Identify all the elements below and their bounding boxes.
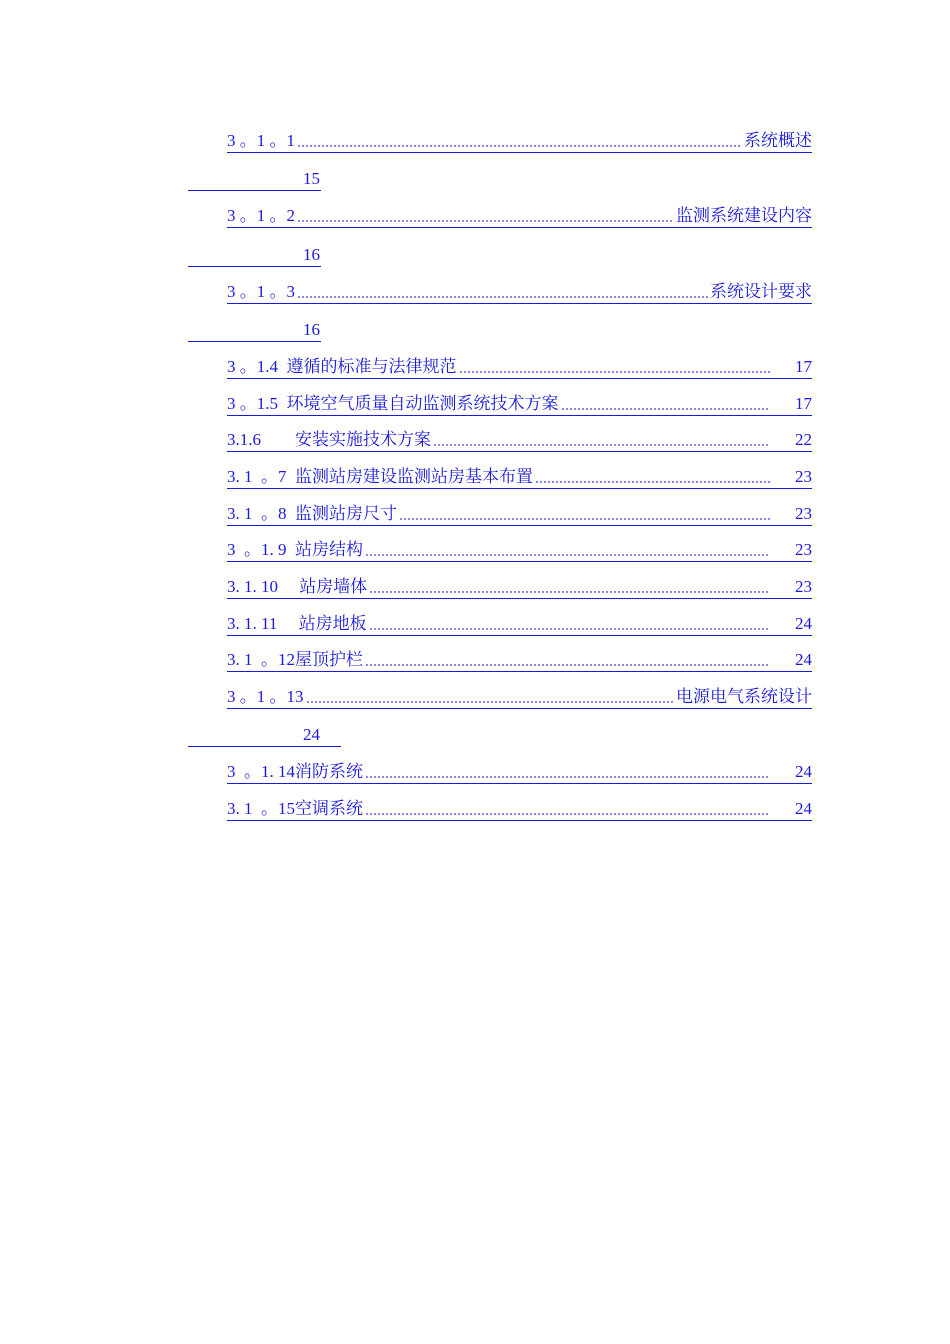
toc-entry-page: 17: [795, 394, 812, 413]
toc-entry-page: 24: [303, 725, 320, 744]
toc-entry-title: 监测站房建设监测站房基本布置: [295, 467, 533, 486]
toc-entry-title: 消防系统: [295, 762, 363, 781]
toc-entry-title: 屋顶护栏: [295, 650, 363, 669]
toc-entry-number: 3 。1 。13: [227, 687, 304, 706]
toc-entry-page: 23: [795, 467, 812, 486]
toc-entry-3-1-10[interactable]: [227, 574, 812, 599]
toc-leader-dots: [297, 295, 708, 299]
toc-entry-title: 电源电气系统设计: [676, 687, 812, 706]
toc-entry-number: 3. 1 。12: [227, 650, 295, 669]
toc-entry-number: 3. 1 。8: [227, 504, 295, 523]
toc-entry-title: 站房结构: [295, 540, 363, 559]
toc-entry-3-1-13-page-line[interactable]: [188, 722, 341, 747]
toc-entry-number: 3. 1 。7: [227, 467, 295, 486]
toc-entry-page: 23: [795, 504, 812, 523]
toc-entry-title: 安装实施技术方案: [295, 430, 431, 449]
toc-leader-dots: [306, 700, 675, 704]
toc-entry-number: 3. 1 。15: [227, 799, 295, 818]
toc-entry-page: 24: [795, 614, 812, 633]
toc-entry-3-1-8[interactable]: [227, 501, 812, 526]
toc-entry-3-1-12[interactable]: [227, 647, 812, 672]
toc-leader-dots: [369, 590, 770, 594]
toc-entry-page: 16: [303, 320, 320, 339]
toc-entry-title: 系统概述: [744, 131, 812, 150]
toc-leader-dots: [365, 663, 770, 667]
toc-leader-dots: [297, 219, 674, 223]
toc-entry-title: 系统设计要求: [710, 282, 812, 301]
toc-entry-title: 监测站房尺寸: [295, 504, 397, 523]
toc-leader-dots: [459, 370, 771, 374]
toc-entry-page: 16: [303, 245, 320, 264]
toc-entry-page: 24: [795, 762, 812, 781]
toc-entry-number: 3 。1 。2: [227, 206, 295, 225]
toc-entry-number: 3 。1 。3: [227, 282, 295, 301]
toc-entry-3-1-15[interactable]: [227, 796, 812, 821]
toc-entry-page: 15: [303, 169, 320, 188]
toc-leader-dots: [365, 775, 770, 779]
toc-entry-3-1-1-page-line[interactable]: [188, 166, 321, 191]
toc-entry-3-1-1[interactable]: [227, 128, 812, 153]
toc-entry-title: 监测系统建设内容: [676, 206, 812, 225]
toc-entry-3-1-6[interactable]: [227, 427, 812, 452]
toc-entry-3-1-2[interactable]: [227, 203, 812, 228]
toc-entry-number: 3. 1. 11: [227, 614, 299, 633]
toc-entry-number: 3 。1.4: [227, 357, 287, 376]
toc-entry-number: 3. 1. 10: [227, 577, 300, 596]
toc-entry-3-1-2-page-line[interactable]: [188, 242, 321, 267]
toc-leader-dots: [297, 144, 742, 148]
toc-entry-3-1-11[interactable]: [227, 611, 812, 636]
toc-entry-title: 空调系统: [295, 799, 363, 818]
toc-entry-number: 3 。1. 9: [227, 540, 295, 559]
toc-entry-number: 3 。1 。1: [227, 131, 295, 150]
toc-entry-page: 24: [795, 799, 812, 818]
toc-leader-dots: [365, 812, 770, 816]
toc-entry-page: 23: [795, 540, 812, 559]
toc-entry-title: 遵循的标准与法律规范: [286, 357, 457, 376]
toc-entry-number: 3.1.6: [227, 430, 295, 449]
toc-entry-3-1-9[interactable]: [227, 537, 812, 562]
toc-entry-3-1-4[interactable]: [227, 354, 812, 379]
toc-leader-dots: [399, 517, 770, 521]
toc-leader-dots: [365, 553, 770, 557]
toc-leader-dots: [433, 443, 770, 447]
toc-entry-3-1-14[interactable]: [227, 759, 812, 784]
toc-leader-dots: [561, 407, 771, 411]
toc-entry-3-1-3[interactable]: [227, 279, 812, 304]
toc-leader-dots: [369, 627, 770, 631]
toc-entry-number: 3 。1.5: [227, 394, 287, 413]
toc-entry-page: 22: [795, 430, 812, 449]
toc-entry-number: 3 。1. 14: [227, 762, 295, 781]
toc-leader-dots: [535, 480, 770, 484]
toc-entry-page: 24: [795, 650, 812, 669]
toc-entry-page: 17: [795, 357, 812, 376]
toc-entry-3-1-7[interactable]: [227, 464, 812, 489]
toc-entry-3-1-5[interactable]: [227, 391, 812, 416]
toc-entry-3-1-3-page-line[interactable]: [188, 317, 321, 342]
toc-entry-page: 23: [795, 577, 812, 596]
toc-entry-3-1-13[interactable]: [227, 684, 812, 709]
toc-entry-title: 站房地板: [298, 614, 367, 633]
toc-entry-title: 站房墙体: [299, 577, 368, 596]
toc-entry-title: 环境空气质量自动监测系统技术方案: [286, 394, 559, 413]
